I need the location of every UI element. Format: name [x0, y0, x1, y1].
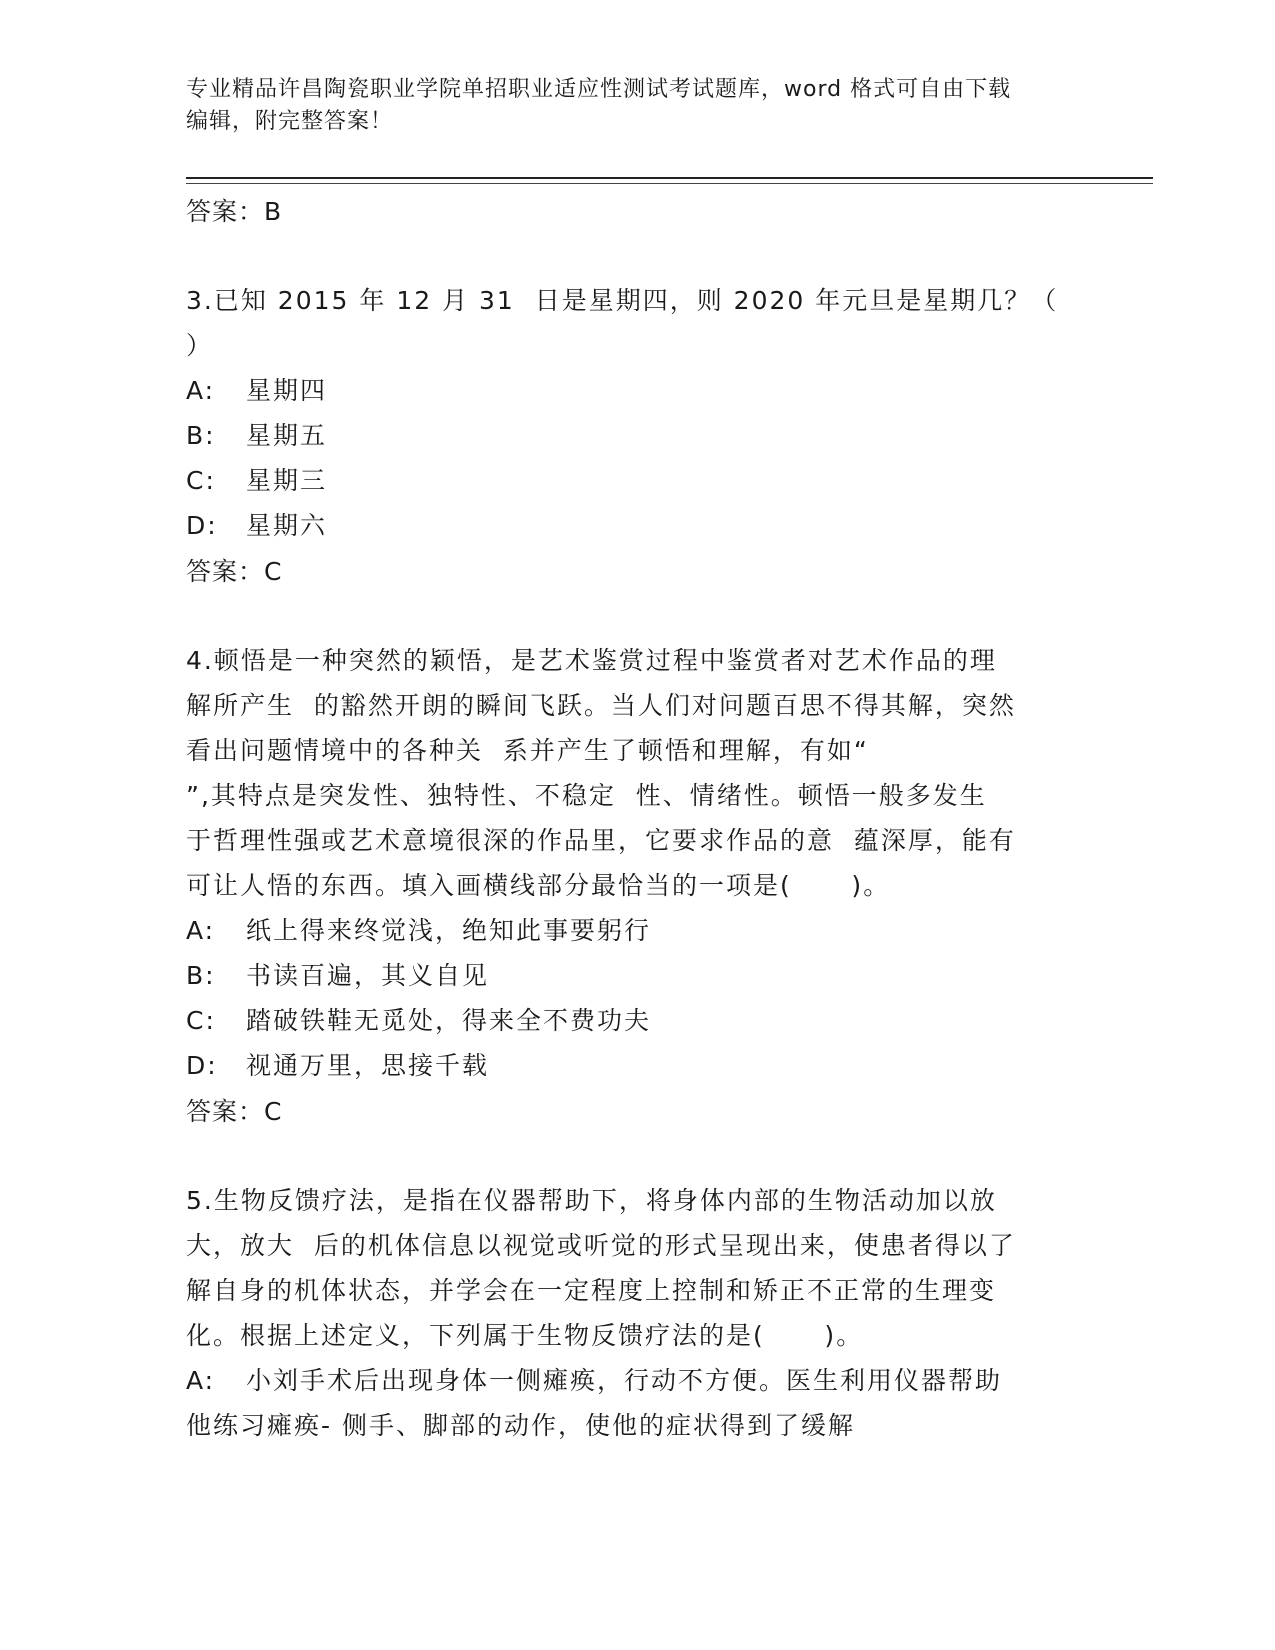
answer-q2: 答案：B [186, 197, 283, 226]
question-5-line: 解自身的机体状态，并学会在一定程度上控制和矫正不正常的生理变 [186, 1276, 997, 1305]
question-4 [186, 638, 1066, 1136]
question-4-line: ”,其特点是突发性、独特性、不稳定 性、情绪性。顿悟一般多发生 [186, 781, 987, 810]
option-a-continuation: 他练习瘫痪- 侧手、脚部的动作，使他的症状得到了缓解 [186, 1411, 855, 1440]
option-c [186, 998, 1066, 1043]
option-letter: A: [186, 916, 216, 945]
option-d [186, 503, 1066, 548]
question-3-line: ） [186, 331, 214, 360]
header-line-1: 专业精品许昌陶瓷职业学院单招职业适应性测试考试题库，word 格式可自由下载 [186, 77, 1012, 102]
question-4-line: 看出问题情境中的各种关 系并产生了顿悟和理解，有如“ [186, 736, 869, 765]
option-text: 星期六 [246, 511, 328, 540]
spacer [186, 1136, 1066, 1178]
option-b [186, 413, 1066, 458]
option-letter: D: [186, 511, 218, 540]
option-a [186, 1358, 1066, 1403]
option-text: 星期三 [246, 466, 328, 495]
option-b [186, 953, 1066, 998]
option-text: 视通万里，思接千载 [246, 1051, 490, 1080]
question-3-line: 3.已知 2015 年 12 月 31 日是星期四，则 2020 年元旦是星期几？（ [186, 286, 1059, 315]
option-letter: B: [186, 961, 216, 990]
option-letter: D: [186, 1051, 218, 1080]
option-text: 书读百遍，其义自见 [246, 961, 490, 990]
question-content [186, 188, 1066, 1448]
answer-q3: 答案：C [186, 557, 283, 586]
option-letter: B: [186, 421, 216, 450]
option-letter: C: [186, 1006, 216, 1035]
question-4-line: 可让人悟的东西。填入画横线部分最恰当的一项是( )。 [186, 871, 891, 900]
option-text: 小刘手术后出现身体一侧瘫痪，行动不方便。医生利用仪器帮助 [246, 1366, 1003, 1395]
question-5-line: 5.生物反馈疗法，是指在仪器帮助下，将身体内部的生物活动加以放 [186, 1186, 997, 1215]
header-divider-thick [186, 177, 1153, 179]
spacer [186, 596, 1066, 638]
question-3 [186, 278, 1066, 596]
option-a [186, 908, 1066, 953]
question-5-line: 化。根据上述定义，下列属于生物反馈疗法的是( )。 [186, 1321, 864, 1350]
header-line-2: 编辑，附完整答案！ [186, 109, 394, 134]
option-c [186, 458, 1066, 503]
header-divider-thin [186, 183, 1153, 184]
option-letter: A: [186, 376, 216, 405]
option-text: 纸上得来终觉浅，绝知此事要躬行 [246, 916, 652, 945]
spacer [186, 236, 1066, 278]
question-4-line: 4.顿悟是一种突然的颖悟，是艺术鉴赏过程中鉴赏者对艺术作品的理 [186, 646, 997, 675]
question-5-line: 大，放大 后的机体信息以视觉或听觉的形式呈现出来，使患者得以了 [186, 1231, 1016, 1260]
option-letter: A: [186, 1366, 216, 1395]
question-5 [186, 1178, 1066, 1448]
option-d [186, 1043, 1066, 1088]
option-a [186, 368, 1066, 413]
option-letter: C: [186, 466, 216, 495]
question-4-line: 于哲理性强或艺术意境很深的作品里，它要求作品的意 蕴深厚，能有 [186, 826, 1016, 855]
option-text: 星期四 [246, 376, 328, 405]
answer-q4: 答案：C [186, 1097, 283, 1126]
option-text: 踏破铁鞋无觅处，得来全不费功夫 [246, 1006, 652, 1035]
option-text: 星期五 [246, 421, 328, 450]
page-header [186, 74, 1066, 138]
question-4-line: 解所产生 的豁然开朗的瞬间飞跃。当人们对问题百思不得其解，突然 [186, 691, 1016, 720]
